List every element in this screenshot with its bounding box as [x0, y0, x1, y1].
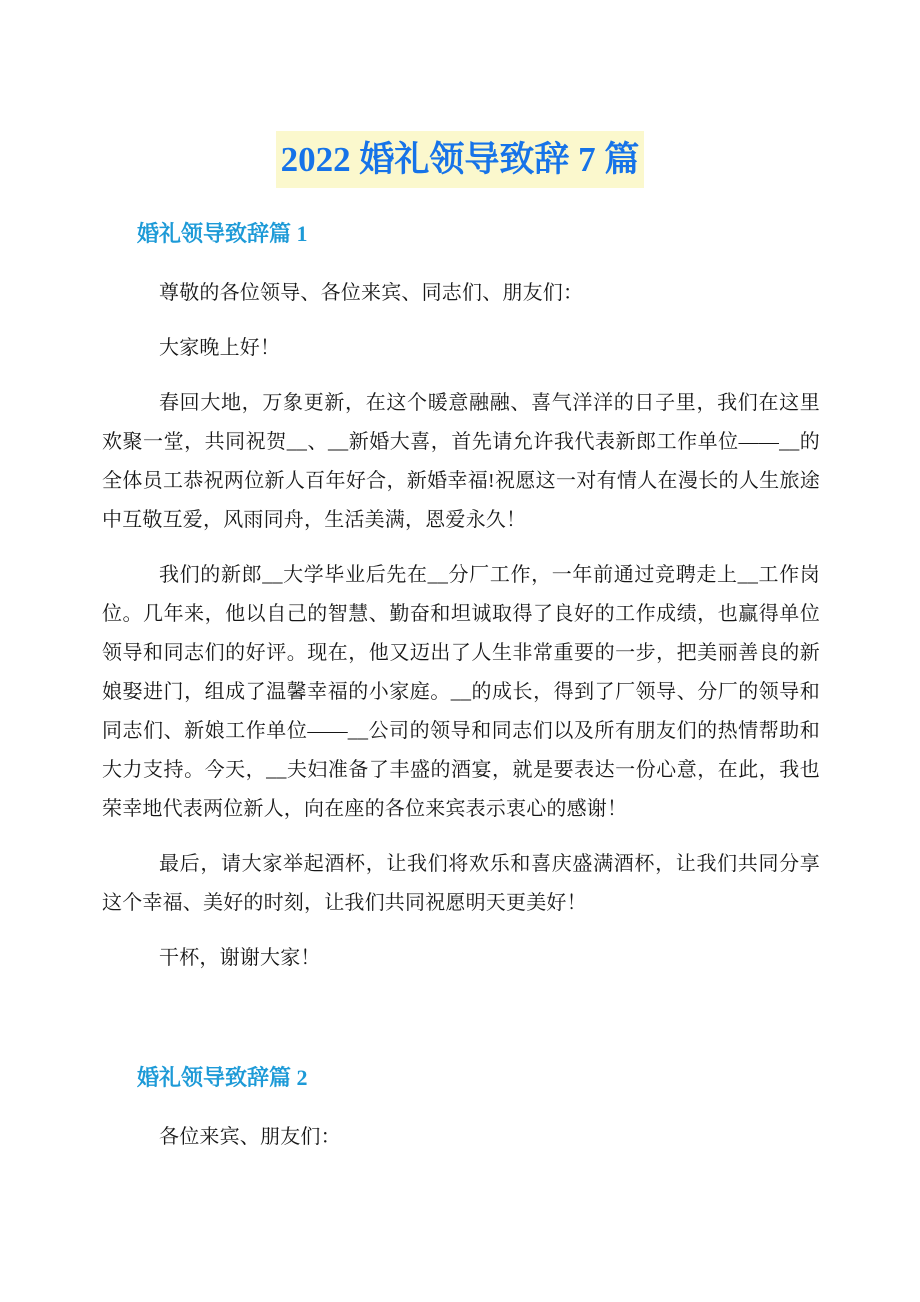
section-1-heading: 婚礼领导致辞篇 1 — [137, 221, 308, 246]
paragraph-greeting: 大家晚上好！ — [159, 337, 281, 359]
paragraph-opening: 春回大地，万象更新，在这个暖意融融、喜气洋洋的日子里，我们在这里欢聚一堂，共同祝贺__、__新婚大喜，首先请允许我代表新郎工作单位——__的全体员工恭祝两位新人百年好合，新婚幸福!祝愿这一对有情人在漫长的人生旅途中互敬互爱，风雨同舟，生活美满，恩爱永久！ — [102, 392, 820, 531]
document-title: 2022 婚礼领导致辞 7 篇 — [276, 131, 645, 188]
section-2-heading: 婚礼领导致辞篇 2 — [137, 1065, 308, 1090]
document-title-row — [0, 131, 920, 188]
paragraph-salutation-2: 各位来宾、朋友们： — [159, 1126, 341, 1148]
paragraph-closing: 干杯，谢谢大家！ — [159, 947, 321, 969]
paragraph-toast: 最后，请大家举起酒杯，让我们将欢乐和喜庆盛满酒杯，让我们共同分享这个幸福、美好的时刻，让我们共同祝愿明天更美好！ — [102, 853, 820, 914]
section-1-body — [102, 274, 820, 994]
paragraph-groom-intro: 我们的新郎__大学毕业后先在__分厂工作，一年前通过竞聘走上__工作岗位。几年来，他以自己的智慧、勤奋和坦诚取得了良好的工作成绩，也赢得单位领导和同志们的好评。现在，他又迈出了人生非常重要的一步，把美丽善良的新娘娶进门，组成了温馨幸福的小家庭。__的成长，得到了厂领导、分厂的领导和同志们、新娘工作单位——__公司的领导和同志们以及所有朋友们的热情帮助和大力支持。今天，__夫妇准备了丰盛的酒宴，就是要表达一份心意，在此，我也荣幸地代表两位新人，向在座的各位来宾表示衷心的感谢！ — [102, 564, 820, 820]
section-2-body — [102, 1118, 820, 1173]
paragraph-salutation: 尊敬的各位领导、各位来宾、同志们、朋友们： — [159, 282, 584, 304]
